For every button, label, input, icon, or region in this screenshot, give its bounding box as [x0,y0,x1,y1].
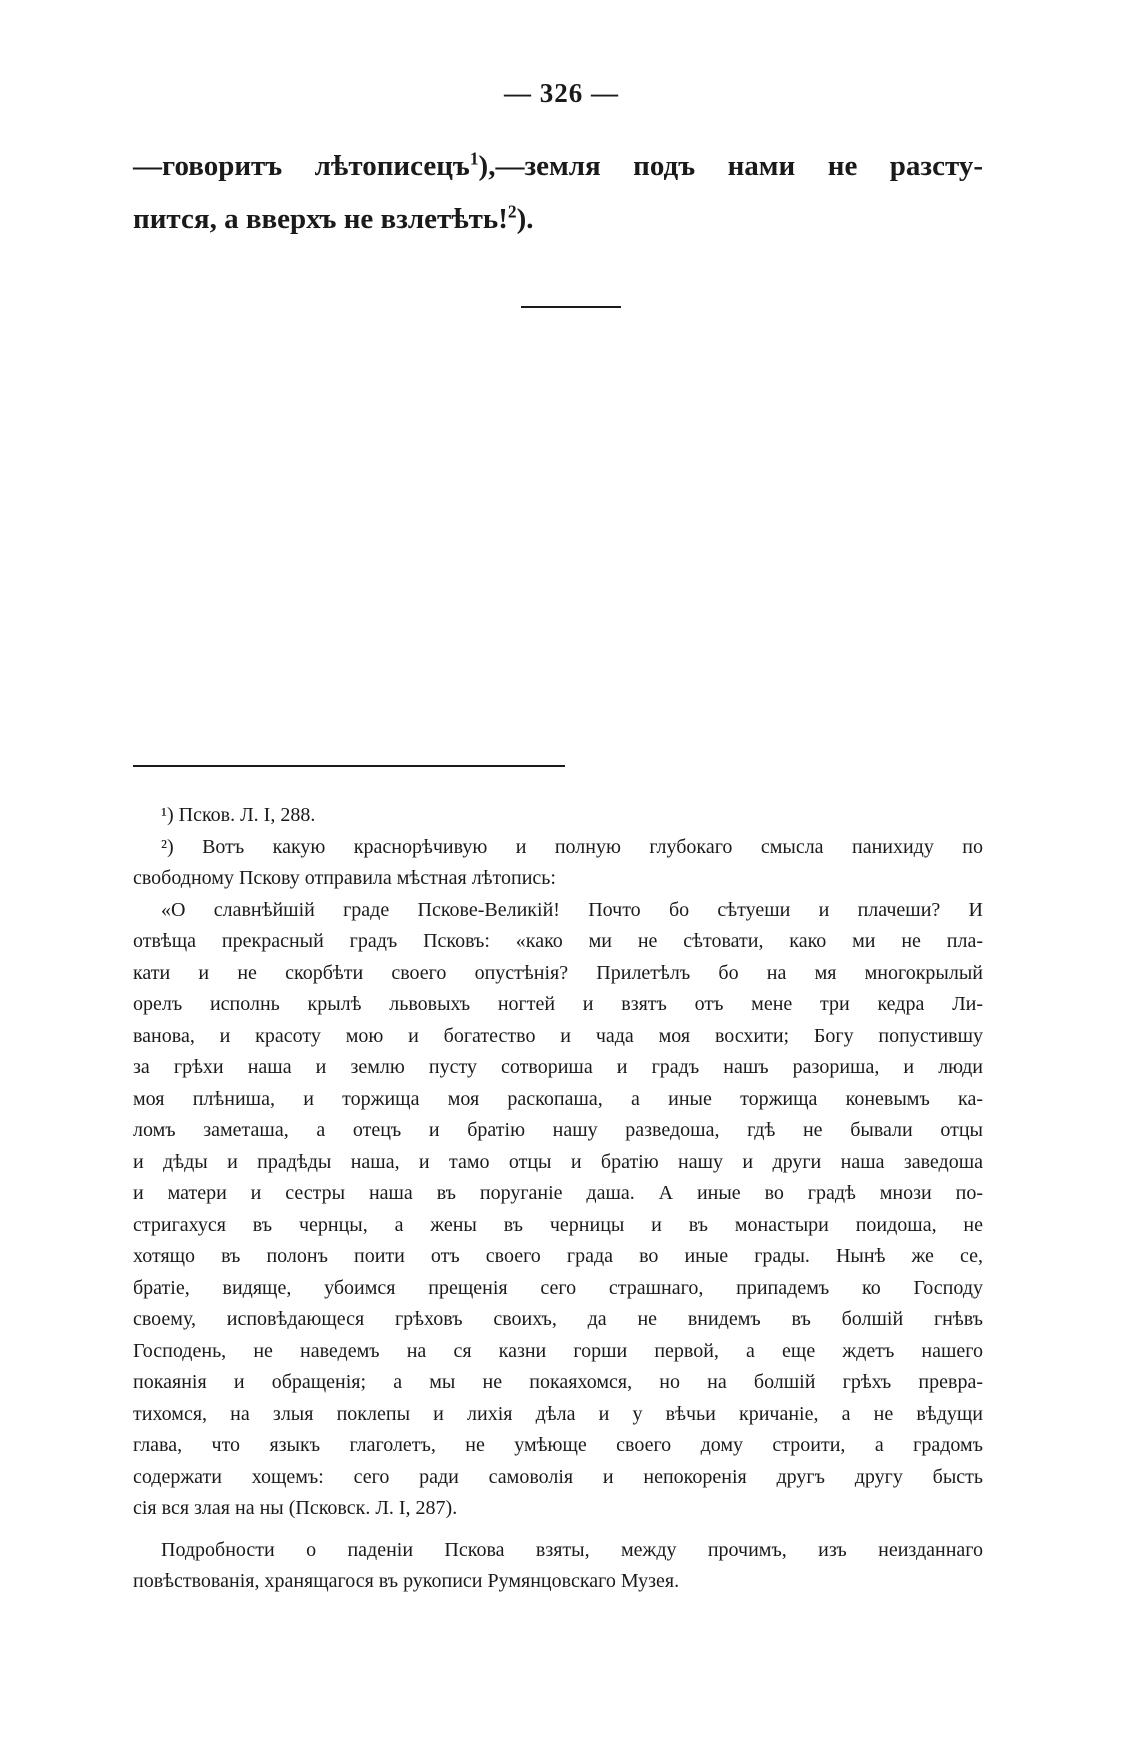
footnote-2-line: моя плѣниша, и торжища моя раскопаша, а иные торжища коневымъ ка- [133,1087,983,1110]
footnote-note-line: Подробности о паденіи Пскова взяты, между прочимъ, изъ неизданнаго [161,1538,983,1561]
footnote-1: ¹) Псков. Л. I, 288. [161,804,316,826]
footnote-ref-1: 1 [469,148,479,169]
footnote-note-line: повѣствованія, хранящагося въ рукописи Румянцовскаго Музея. [133,1570,680,1592]
main-text-line-1 [133,140,983,193]
footnote-2 [133,832,983,1525]
footnote-2-line: братіе, видяще, убоимся прещенія сего страшнаго, припадемъ ко Господу [133,1276,983,1299]
footnote-2-line: покаянія и обращенія; а мы не покаяхомся, но на болшій грѣхъ превра- [133,1371,983,1393]
main-text-line-2 [133,193,983,246]
footnote-2-line: глава, что языкъ глаголетъ, не умѣюще своего дому строити, а градомъ [133,1434,983,1456]
footnote-2-line: кати и не скорбѣти своего опустѣнія? Прилетѣлъ бо на мя многокрылый [133,961,983,984]
main-text-line-1-start: —говоритъ лѣтописецъ [133,150,470,182]
footnote-2-line: ломъ заметаша, а отецъ и братію нашу разведоша, гдѣ не бывали отцы [133,1119,983,1141]
main-text-line-1-end: ),—земля подъ нами не разсту- [478,150,983,182]
main-text-line-2-start: пится, а вверхъ не взлетѣть! [133,203,508,235]
footnote-2-line: и матери и сестры наша въ поруганіе даша. А иные во градѣ мнози по- [133,1182,983,1204]
footnote-2-line: отвѣща прекрасный градъ Псковъ: «како ми не сѣтовати, како ми не пла- [133,930,983,952]
footnote-2-line: «О славнѣйшій граде Пскове-Великій! Почто бо сѣтуеши и плачеши? И [161,898,983,921]
section-divider [521,306,621,308]
footnotes [133,800,983,1598]
footnote-2-line: ²) Вотъ какую краснорѣчивую и полную глубокаго смысла панихиду по [161,835,983,858]
footnote-2-line: свободному Пскову отправила мѣстная лѣтопись: [133,867,556,889]
main-text-line-2-end: ). [516,203,534,235]
footnote-2-line: тихомся, на злыя поклепы и лихія дѣла и у вѣчьи кричаніе, а не вѣдущи [133,1402,983,1425]
page-number: — 326 — [504,78,619,108]
footnote-2-line: и дѣды и прадѣды наша, и тамо отцы и братію нашу и други наша заведоша [133,1150,983,1173]
footnote-2-line: сія вся злая на ны (Псковск. Л. I, 287). [133,1497,458,1519]
footnote-2-line: своему, исповѣдающеся грѣховъ своихъ, да не внидемъ въ болшій гнѣвъ [133,1308,983,1330]
footnote-2-line: ванова, и красоту мою и богатество и чада моя восхити; Богу попустившу [133,1024,983,1047]
footnote-note [133,1535,983,1598]
footnote-2-line: орелъ исполнь крылѣ львовыхъ ногтей и взятъ отъ мене три кедра Ли- [133,993,983,1015]
main-text [133,140,983,246]
footnote-2-line: стригахуся въ чернцы, а жены въ черницы и въ монастыри поидоша, не [133,1213,983,1236]
footnote-divider [133,765,565,767]
footnote-2-line: за грѣхи наша и землю пусту сотвориша и градъ нашъ разориша, и люди [133,1056,983,1078]
footnote-2-line: содержати хощемъ: сего ради самоволія и непокоренія другъ другу бысть [133,1465,983,1488]
footnote-2-line: Господень, не наведемъ на ся казни горши первой, а еще ждетъ нашего [133,1339,983,1362]
footnote-ref-2: 2 [507,201,517,222]
footnote-2-line: хотящо въ полонъ поити отъ своего града во иные грады. Нынѣ же се, [133,1245,983,1267]
